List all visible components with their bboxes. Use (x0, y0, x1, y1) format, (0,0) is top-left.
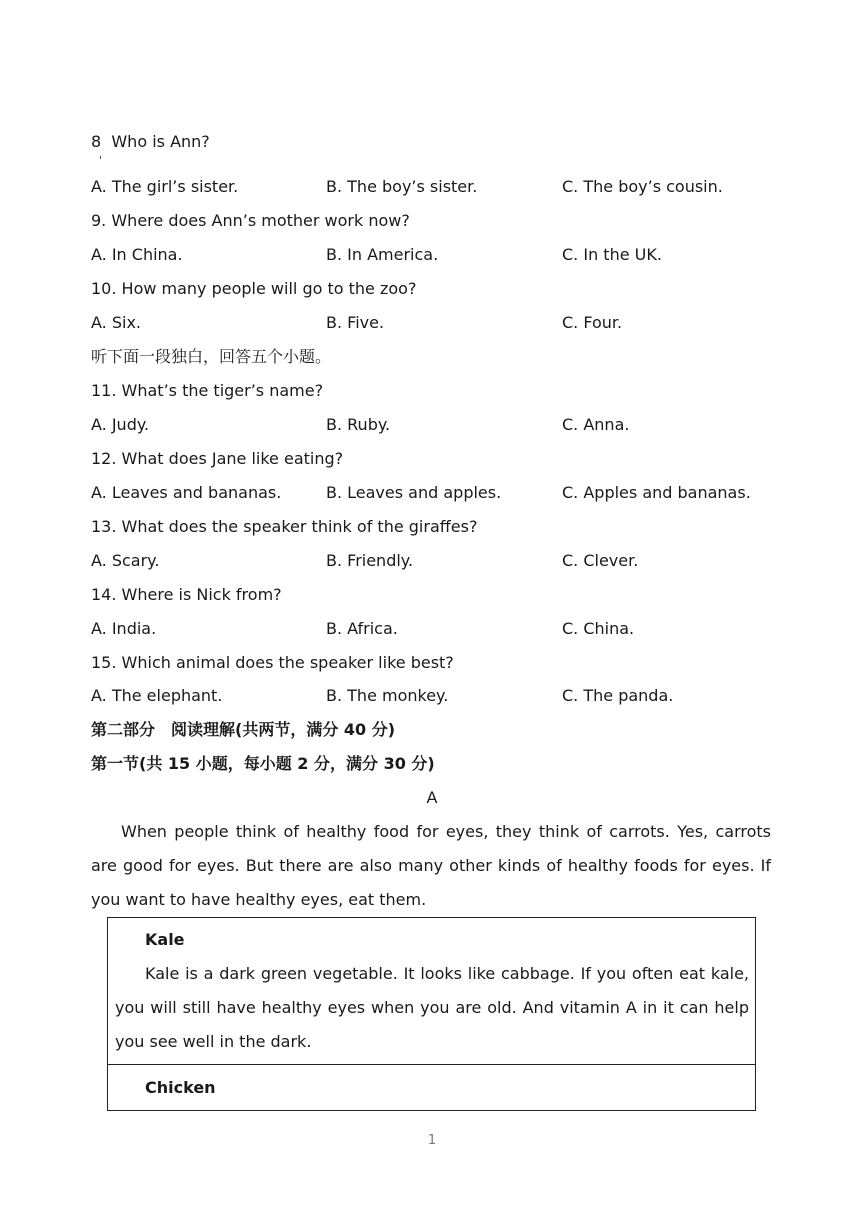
q11-option-a: A. Judy. (91, 415, 150, 434)
q14-option-a: A. India. (91, 619, 157, 638)
q12-option-b: B. Leaves and apples. (326, 483, 502, 502)
question-13: 13. What does the speaker think of the giraffes? (91, 517, 478, 536)
q14-option-c: C. China. (562, 619, 635, 638)
question-9: 9. Where does Ann’s mother work now? (91, 211, 410, 230)
question-12: 12. What does Jane like eating? (91, 449, 344, 468)
q11-option-c: C. Anna. (562, 415, 630, 434)
passage-label: A (426, 788, 438, 807)
q8-option-b: B. The boy’s sister. (326, 177, 478, 196)
table-divider (107, 1064, 756, 1065)
q9-option-b: B. In America. (326, 245, 439, 264)
q8-option-c: C. The boy’s cousin. (562, 177, 723, 196)
question-10: 10. How many people will go to the zoo? (91, 279, 417, 298)
passage-intro: When people think of healthy food for eyes, they think of carrots. Yes, carrots are good for eyes. But there are also many other kinds of healthy foods for eyes. If you want to have healthy eyes, eat them. (91, 822, 771, 909)
question-8-text: Who is Ann? (111, 132, 210, 151)
q9-option-a: A. In China. (91, 245, 183, 264)
q11-option-b: B. Ruby. (326, 415, 391, 434)
q9-option-c: C. In the UK. (562, 245, 662, 264)
part-two-heading: 第二部分 阅读理解(共两节，满分 40 分) (91, 720, 396, 739)
page-number: 1 (427, 1133, 437, 1148)
question-8 (91, 130, 210, 154)
monologue-instruction: 听下面一段独白，回答五个小题。 (91, 347, 332, 366)
chicken-title: Chicken (145, 1078, 216, 1097)
question-8-number: 8 (91, 132, 102, 151)
q15-option-a: A. The elephant. (91, 686, 223, 705)
q13-option-c: C. Clever. (562, 551, 639, 570)
q12-option-a: A. Leaves and bananas. (91, 483, 282, 502)
mark-dot (100, 156, 101, 159)
q10-option-b: B. Five. (326, 313, 385, 332)
q14-option-b: B. Africa. (326, 619, 398, 638)
section-one-heading: 第一节(共 15 小题，每小题 2 分，满分 30 分) (91, 754, 435, 773)
q15-option-b: B. The monkey. (326, 686, 449, 705)
q15-option-c: C. The panda. (562, 686, 674, 705)
kale-title: Kale (145, 930, 185, 949)
q10-option-a: A. Six. (91, 313, 141, 332)
q13-option-a: A. Scary. (91, 551, 160, 570)
question-11: 11. What’s the tiger’s name? (91, 381, 324, 400)
q13-option-b: B. Friendly. (326, 551, 414, 570)
question-14: 14. Where is Nick from? (91, 585, 282, 604)
q10-option-c: C. Four. (562, 313, 623, 332)
q8-option-a: A. The girl’s sister. (91, 177, 239, 196)
question-15: 15. Which animal does the speaker like best? (91, 653, 454, 672)
kale-description: Kale is a dark green vegetable. It looks like cabbage. If you often eat kale, you will still have healthy eyes when you are old. And vitamin A in it can help you see well in the dark. (115, 964, 749, 1051)
q12-option-c: C. Apples and bananas. (562, 483, 751, 502)
